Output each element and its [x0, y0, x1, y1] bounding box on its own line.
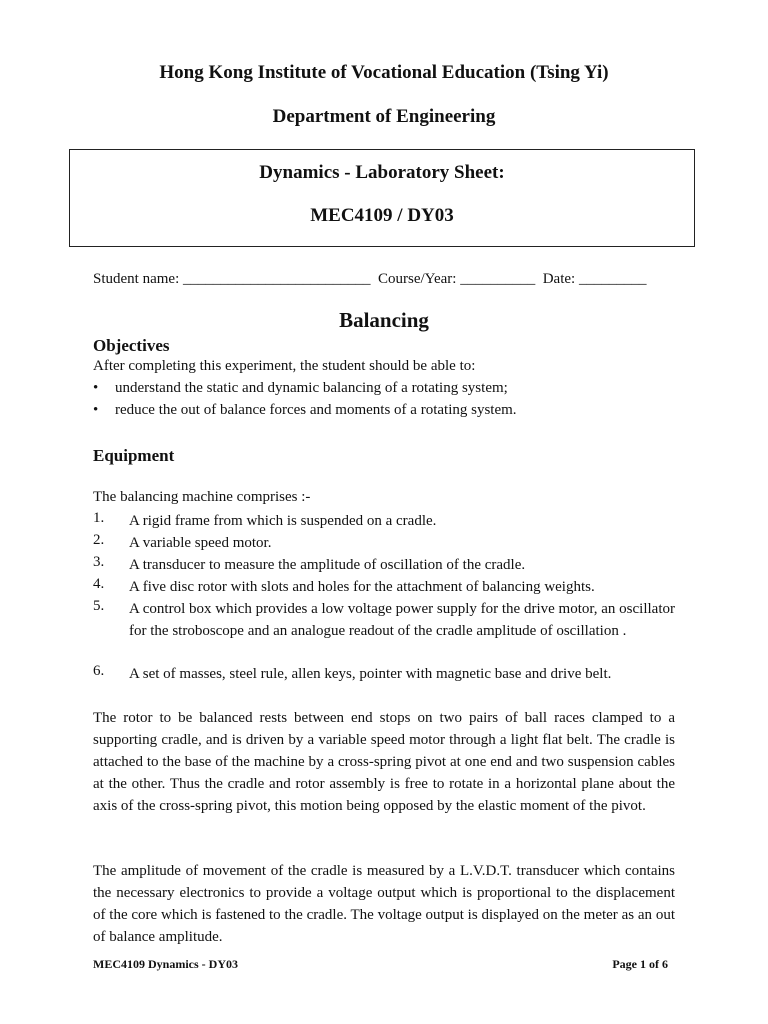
sheet-title-box	[69, 149, 695, 247]
department-heading: Department of Engineering	[272, 106, 496, 127]
footer-course: MEC4109 Dynamics - DY03	[93, 957, 238, 971]
item-number: 4.	[93, 576, 105, 592]
institute-heading: Hong Kong Institute of Vocational Education (Tsing Yi)	[159, 62, 609, 83]
item-number: 1.	[93, 510, 105, 526]
objectives-intro: After completing this experiment, the student should be able to:	[93, 358, 476, 374]
item-text: A transducer to measure the amplitude of oscillation of the cradle.	[129, 557, 526, 573]
page-title: Balancing	[339, 308, 429, 332]
body-paragraph: The amplitude of movement of the cradle is measured by a L.V.D.T. transducer which contains the necessary electronics to provide a voltage output which is proportional to the displacement of the core which is fastened to the cradle. The voltage output is displayed on the meter as an out of balance amplitude.	[93, 863, 675, 945]
footer-page-number: Page 1 of 6	[612, 957, 668, 971]
sheet-code: MEC4109 / DY03	[310, 205, 454, 226]
item-text: A control box which provides a low voltage power supply for the drive motor, an oscillator for the stroboscope and an analogue readout of the cradle amplitude of oscillation .	[129, 601, 675, 639]
item-number: 5.	[93, 598, 105, 614]
item-text: A set of masses, steel rule, allen keys, pointer with magnetic base and drive belt.	[129, 666, 612, 682]
item-text: A variable speed motor.	[129, 535, 272, 551]
bullet-icon: •	[93, 380, 99, 396]
bullet-icon: •	[93, 402, 99, 418]
item-text: A five disc rotor with slots and holes for the attachment of balancing weights.	[129, 579, 595, 595]
equipment-intro: The balancing machine comprises :-	[93, 489, 311, 505]
item-text: A rigid frame from which is suspended on a cradle.	[129, 513, 437, 529]
student-info-line: Student name: _________________________ Course/Year: __________ Date: _________	[93, 271, 647, 287]
item-number: 2.	[93, 532, 105, 548]
objective-text: understand the static and dynamic balancing of a rotating system;	[115, 380, 508, 396]
body-paragraph: The rotor to be balanced rests between end stops on two pairs of ball races clamped to a supporting cradle, and is driven by a variable speed motor through a light flat belt. The cradle is attached to the base of the machine by a cross-spring pivot at one end and two suspension cables at the other. Thus the cradle and rotor assembly is free to rotate in a horizontal plane about the axis of the cross-spring pivot, this motion being opposed by the elastic moment of the pivot.	[93, 710, 675, 814]
item-number: 6.	[93, 663, 105, 679]
sheet-title: Dynamics - Laboratory Sheet:	[259, 162, 505, 183]
objective-text: reduce the out of balance forces and moments of a rotating system.	[115, 402, 517, 418]
objectives-heading: Objectives	[93, 336, 170, 355]
item-number: 3.	[93, 554, 105, 570]
equipment-heading: Equipment	[93, 446, 175, 465]
